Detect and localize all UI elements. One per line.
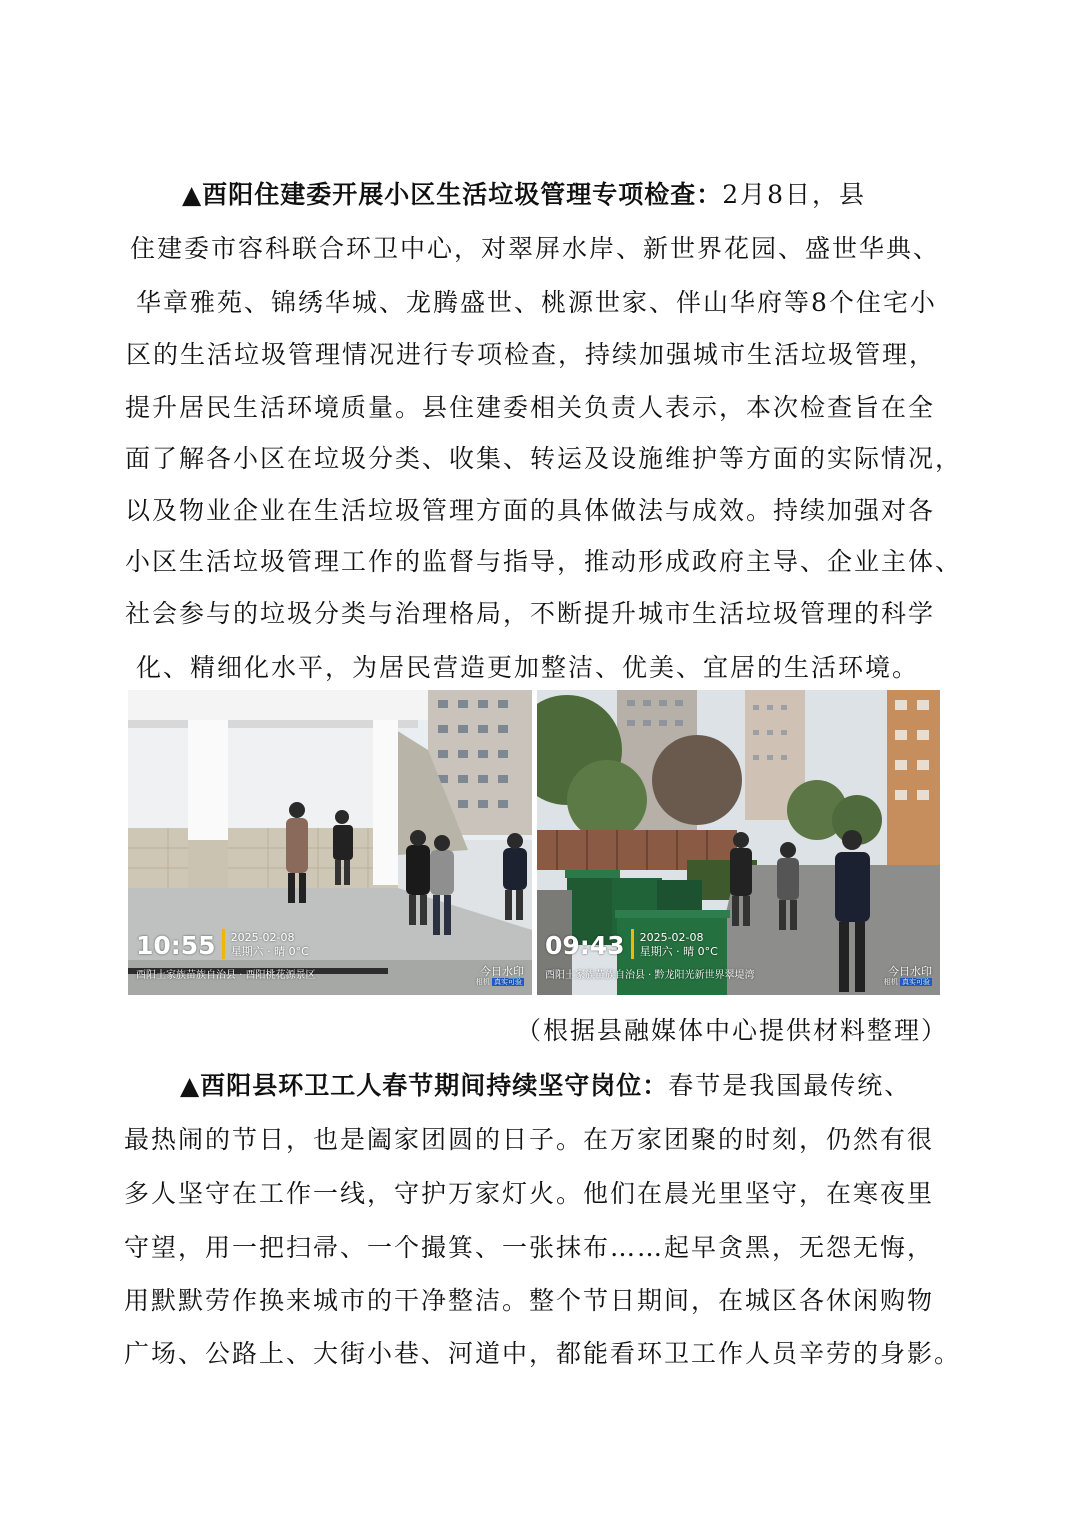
photo-1-timestamp bbox=[136, 929, 309, 959]
photo-caption: （根据县融媒体中心提供材料整理） bbox=[516, 1016, 949, 1045]
photo-2-watermark-tag: 真实可验 bbox=[902, 978, 930, 986]
photo-1-date-block bbox=[231, 931, 309, 959]
photo-1-time: 10:55 bbox=[136, 931, 216, 960]
photo-2-location: 酉阳土家族苗族自治县 · 黔龙阳光新世界翠堤湾 bbox=[545, 970, 755, 981]
article-1-line-8: 小区生活垃圾管理工作的监督与指导，推动形成政府主导、企业主体、 bbox=[125, 547, 963, 576]
article-2-text: 春节是我国最传统、 bbox=[668, 1071, 912, 1100]
photo-2-date: 2025-02-08 bbox=[639, 931, 704, 944]
article-2-line-3: 多人坚守在工作一线，守护万家灯火。他们在晨光里坚守，在寒夜里 bbox=[124, 1179, 935, 1208]
photo-1-watermark-tag: 真实可验 bbox=[494, 978, 522, 986]
article-1-line-3: 华章雅苑、锦绣华城、龙腾盛世、桃源世家、伴山华府等8个住宅小 bbox=[136, 288, 937, 317]
photo-2-watermark-title: 今日水印 bbox=[888, 965, 932, 978]
photo-2-timestamp-divider bbox=[631, 929, 634, 959]
article-2-line-5: 用默默劳作换来城市的干净整洁。整个节日期间，在城区各休闲购物 bbox=[124, 1286, 935, 1315]
inspection-photo-1 bbox=[128, 690, 532, 995]
article-2-heading: ▲酉阳县环卫工人春节期间持续坚守岗位： bbox=[180, 1071, 669, 1100]
photo-1-date: 2025-02-08 bbox=[230, 931, 295, 944]
article-2-line-6: 广场、公路上、大街小巷、河道中，都能看环卫工作人员辛劳的身影。 bbox=[124, 1339, 962, 1368]
article-1-line-9: 社会参与的垃圾分类与治理格局，不断提升城市生活垃圾管理的科学 bbox=[125, 599, 936, 628]
photo-2-date-block bbox=[640, 931, 718, 959]
article-1-line-7: 以及物业企业在生活垃圾管理方面的具体做法与成效。持续加强对各 bbox=[125, 496, 936, 525]
photo-1-location: 酉阳土家族苗族自治县 · 酉阳桃花源景区 bbox=[136, 970, 316, 981]
photo-1-watermark-camera: 相机 bbox=[475, 978, 490, 986]
article-2-line-4: 守望，用一把扫帚、一个撮箕、一张抹布……起早贪黑，无怨无悔， bbox=[124, 1233, 935, 1262]
photo-1-watermark-title: 今日水印 bbox=[480, 965, 524, 978]
inspection-photo-2 bbox=[537, 690, 940, 995]
article-1-line-2: 住建委市容科联合环卫中心，对翠屏水岸、新世界花园、盛世华典、 bbox=[130, 234, 941, 263]
photo-1-timestamp-divider bbox=[222, 929, 225, 959]
photo-2-weather: 星期六 · 晴 0°C bbox=[639, 945, 718, 958]
photo-2-time: 09:43 bbox=[545, 931, 625, 960]
article-1-heading: ▲酉阳住建委开展小区生活垃圾管理专项检查： bbox=[182, 180, 723, 209]
photo-2-watermark-camera: 相机 bbox=[883, 978, 898, 986]
article-2-line-2: 最热闹的节日，也是阖家团圆的日子。在万家团聚的时刻，仍然有很 bbox=[124, 1125, 935, 1154]
article-1-line-1 bbox=[182, 180, 866, 210]
article-1-line-6: 面了解各小区在垃圾分类、收集、转运及设施维护等方面的实际情况， bbox=[125, 444, 963, 473]
photo-2-timestamp bbox=[545, 929, 718, 959]
article-1-line-10: 化、精细化水平，为居民营造更加整洁、优美、宜居的生活环境。 bbox=[136, 653, 920, 682]
photo-2-watermark-sub bbox=[884, 978, 932, 987]
article-1-line-4: 区的生活垃圾管理情况进行专项检查，持续加强城市生活垃圾管理， bbox=[126, 340, 937, 369]
article-1-text: 2月8日，县 bbox=[722, 180, 867, 209]
photo-1-weather: 星期六 · 晴 0°C bbox=[230, 945, 309, 958]
article-1-line-5: 提升居民生活环境质量。县住建委相关负责人表示，本次检查旨在全 bbox=[125, 393, 936, 422]
photo-1-watermark bbox=[476, 965, 524, 987]
photo-1-watermark-sub bbox=[476, 978, 524, 987]
photo-2-watermark bbox=[884, 965, 932, 987]
article-2-line-1 bbox=[180, 1071, 911, 1101]
